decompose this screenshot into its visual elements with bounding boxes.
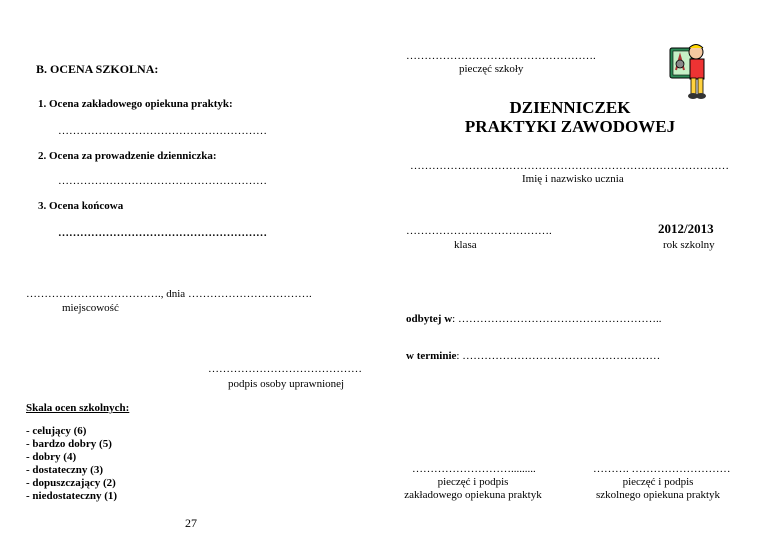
- school-year: 2012/2013: [658, 221, 714, 236]
- section-title: B. OCENA SZKOLNA:: [36, 62, 159, 76]
- scale-item: - dopuszczający (2): [26, 477, 116, 489]
- item-2-label: 2. Ocena za prowadzenie dzienniczka:: [38, 150, 217, 162]
- signature-dots: ……………………………………: [208, 363, 362, 375]
- sig1-label-2: zakładowego opiekuna praktyk: [404, 489, 542, 501]
- item-3-label: 3. Ocena końcowa: [38, 200, 124, 212]
- place-date-line: ………………………………., dnia …………………………….: [26, 288, 312, 300]
- scale-title: Skala ocen szkolnych:: [26, 402, 130, 414]
- name-dots: ……………………………………………………………………………: [410, 160, 729, 172]
- sig2-label-1: pieczęć i podpis: [622, 476, 694, 488]
- signature-label: podpis osoby uprawnionej: [228, 378, 345, 390]
- completed-at-label: odbytej w: [406, 313, 453, 325]
- sig2-label-2: szkolnego opiekuna praktyk: [595, 489, 721, 501]
- completed-at-line: [406, 313, 661, 325]
- name-label: Imię i nazwisko ucznia: [522, 173, 624, 185]
- item-1-label: 1. Ocena zakładowego opiekuna praktyk:: [38, 98, 233, 110]
- term-line: [406, 350, 660, 362]
- item-1-dots: …………………………………………………: [58, 125, 267, 137]
- stamp-dots: …………………………………………….: [406, 50, 596, 62]
- school-year-label: rok szkolny: [663, 239, 715, 251]
- term-dots: : ………………………………………………: [456, 350, 661, 362]
- sig1-dots: ……………………….........: [412, 463, 536, 475]
- place-label: miejscowość: [62, 302, 119, 314]
- term-label: w terminie: [406, 350, 457, 362]
- item-3-dots: …………………………………………………: [58, 227, 267, 239]
- title-line-1: DZIENNICZEK: [509, 98, 631, 117]
- item-2-dots: …………………………………………………: [58, 175, 267, 187]
- stamp-label: pieczęć szkoły: [459, 63, 524, 75]
- scale-item: - bardzo dobry (5): [26, 438, 112, 450]
- worker-clipart-icon: [666, 40, 716, 102]
- scale-item: - niedostateczny (1): [26, 490, 118, 502]
- title-line-2: PRAKTYKI ZAWODOWEJ: [464, 117, 676, 136]
- scale-list: [26, 425, 117, 503]
- page-number: 27: [185, 516, 197, 530]
- scale-item: - dobry (4): [26, 451, 77, 463]
- sig2-dots: ………. ………………………: [593, 463, 731, 475]
- scale-item: - celujący (6): [26, 425, 87, 437]
- sig1-label-1: pieczęć i podpis: [437, 476, 509, 488]
- class-label: klasa: [454, 239, 477, 251]
- scale-item: - dostateczny (3): [26, 464, 103, 476]
- completed-at-dots: : ………………………………………………..: [452, 313, 662, 325]
- class-dots: ………………………………….: [406, 225, 552, 237]
